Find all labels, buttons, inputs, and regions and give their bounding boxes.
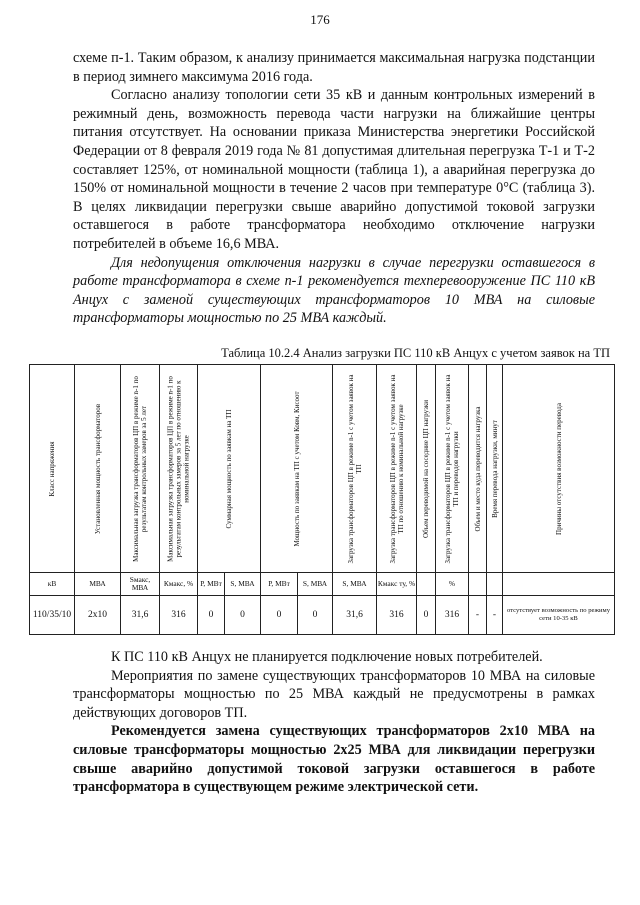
data-cell: 110/35/10 [30, 596, 75, 635]
paragraph: схеме п-1. Таким образом, к анализу принимается максимальная нагрузка подстанции в период зимнего максимума 2016 года. [73, 50, 595, 85]
text-block-top [73, 49, 595, 328]
header-cell: Максимальная загрузка трансформаторов ЦП в режиме n-1 по результатам контрольных замеров за 5 лет по отношению к номинальной нагрузке [160, 365, 198, 573]
header-cell: Загрузка трансформаторов ЦП в режиме n-1 с учетом заявок на ТП и переводов нагрузки [436, 365, 469, 573]
header-cell: Загрузка трансформаторов ЦП в режиме n-1 с учетом заявок на ТП по отношению к номинальной нагрузке [377, 365, 417, 573]
load-analysis-table [29, 364, 615, 635]
table-caption: Таблица 10.2.4 Анализ загрузки ПС 110 кВ Анцух с учетом заявок на ТП [221, 346, 610, 360]
header-cell: Мощность по заявкам на ТП с учетом Ковм, Кисоот [261, 365, 333, 573]
data-cell: 0 [417, 596, 436, 635]
data-cell: 31,6 [121, 596, 160, 635]
header-cell: Суммарная мощность по заявкам на ТП [198, 365, 261, 573]
unit-cell: Р, МВт [198, 573, 225, 596]
paragraph: Согласно анализу топологии сети 35 кВ и данным контрольных измерений в режимный день, возможность перевода части нагрузки на ближайшие центры питания отсутствует. На основании приказа Министерства энергетики Российской Федерации от 8 февраля 2019 года № 81 допустимая длительная перегрузка Т-1 и Т-2 составляет 125%, от номинальной мощности (таблица 1), а аварийная перегрузка до 150% от номинальной мощности в течение 2 часов при температуре 0°С (таблица 3). В целях ликвидации перегрузки свыше аварийно допустимой токовой загрузки оставшегося в работе трансформатора необходимо отключение нагрузки потребителей в объеме 16,6 МВА. [73, 87, 595, 252]
data-cell: 0 [298, 596, 333, 635]
unit-cell: S, МВА [333, 573, 377, 596]
header-cell: Объем и место куда переводится нагрузка [469, 365, 487, 573]
data-cell: 0 [198, 596, 225, 635]
paragraph-recommendation: Для недопущения отключения нагрузки в случае перегрузки оставшегося в работе трансформатора в схеме п-1 рекомендуется техперевооружение ПС 110 кВ Анцух с заменой существующих трансформаторов 10 МВА на силовые трансформаторы мощностью по 25 МВА каждый. [73, 254, 595, 327]
unit-cell: Р, МВт [261, 573, 298, 596]
header-cell: Время перевода нагрузки, минут [487, 365, 503, 573]
table-units-row [30, 573, 615, 596]
data-cell: - [469, 596, 487, 635]
header-cell: Класс напряжения [30, 365, 75, 573]
data-cell: 0 [225, 596, 261, 635]
page-number: 176 [310, 12, 330, 27]
table-header-row [30, 365, 615, 573]
table-row [30, 596, 615, 635]
header-cell: Объем переводимой на соседние ЦП нагрузки [417, 365, 436, 573]
unit-cell: S, МВА [225, 573, 261, 596]
data-cell: 316 [377, 596, 417, 635]
header-cell: Максимальная загрузка трансформаторов ЦП в режиме n-1 по результатам контрольных замеров за 5 лет [121, 365, 160, 573]
data-cell: 316 [160, 596, 198, 635]
unit-cell: Sмакс, МВА [121, 573, 160, 596]
unit-cell [417, 573, 436, 596]
paragraph: Мероприятия по замене существующих трансформаторов 10 МВА на силовые трансформаторы мощностью по 25 МВА каждый не предусмотрены в рамках действующих договоров ТП. [73, 667, 595, 721]
data-cell: 31,6 [333, 596, 377, 635]
header-cell: Загрузка трансформаторов ЦП в режиме n-1 с учетом заявок на ТП [333, 365, 377, 573]
unit-cell: кВ [30, 573, 75, 596]
unit-cell [503, 573, 615, 596]
unit-cell: Кмакс ту, % [377, 573, 417, 596]
unit-cell: % [436, 573, 469, 596]
unit-cell [487, 573, 503, 596]
paragraph: К ПС 110 кВ Анцух не планируется подключение новых потребителей. [111, 649, 543, 665]
paragraph-conclusion: Рекомендуется замена существующих трансформаторов 2х10 МВА на силовые трансформаторы мощностью 2х25 МВА для ликвидации перегрузки свыше аварийно допустимой токовой загрузки оставшегося в работе трансформатора в существующем режиме электрической сети. [73, 723, 595, 796]
unit-cell: МВА [75, 573, 121, 596]
unit-cell: S, МВА [298, 573, 333, 596]
unit-cell: Кмакс, % [160, 573, 198, 596]
header-cell: Установленная мощность трансформаторов [75, 365, 121, 573]
header-cell: Причины отсутствия возможности перевода [503, 365, 615, 573]
data-cell: - [487, 596, 503, 635]
data-cell: 2х10 [75, 596, 121, 635]
data-cell: 0 [261, 596, 298, 635]
text-block-bottom [73, 648, 595, 797]
data-cell-reason: отсутствует возможность по режиму сети 10-35 кВ [503, 596, 615, 635]
unit-cell [469, 573, 487, 596]
data-cell: 316 [436, 596, 469, 635]
